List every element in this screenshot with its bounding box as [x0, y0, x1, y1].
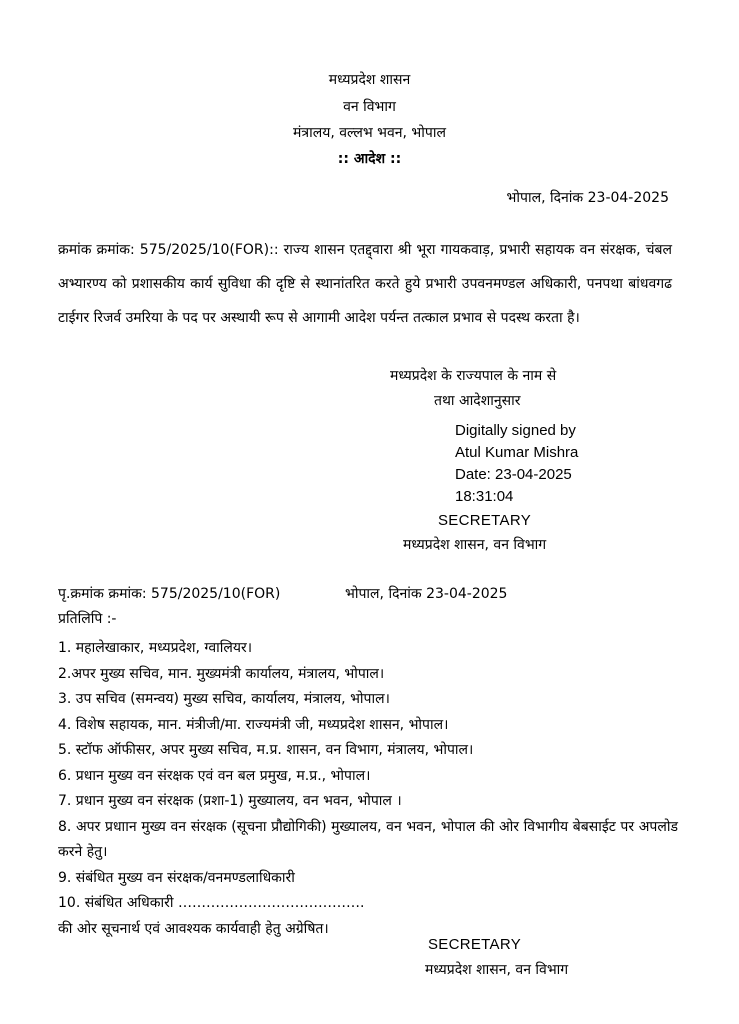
order-body: क्रमांक क्रमांक: 575/2025/10(FOR):: राज्य शासन एतद्द्वारा श्री भूरा गायकवाड़, प्रभारी सहायक वन संरक्षक, चंबल अभ्यारण्य को प्रशासकीय कार्य सुविधा की दृष्टि से स्थानांतरित करते हुये प्रभारी उपवनमण्डल अधिकारी, पनपथा बांधवगढ टाईगर रिजर्व उमरिया के पद पर अस्थायी रूप से आगामी आदेश पर्यन्त तत्काल प्रभाव से पदस्थ करता है। — [58, 242, 672, 326]
digital-signature — [455, 420, 578, 508]
signatory-title: SECRETARY — [438, 512, 532, 529]
list-item: 2.अपर मुख्य सचिव, मान. मुख्यमंत्री कार्यालय, मंत्रालय, भोपाल। — [58, 665, 385, 682]
list-item: 8. अपर प्रधाान मुख्य वन संरक्षक (सूचना प्रौद्योगिकी) मुख्यालय, वन भवन, भोपाल की ओर विभागीय बेबसाईट पर अपलोड करने हेतु। — [58, 818, 678, 860]
copy-label: प्रतिलिपि :- — [58, 611, 117, 627]
signatory-title-2: SECRETARY — [428, 936, 522, 953]
signatory-department-2: मध्यप्रदेश शासन, वन विभाग — [425, 962, 569, 978]
list-item: 5. स्टॉफ ऑफीसर, अपर मुख्य सचिव, म.प्र. शासन, वन विभाग, मंत्रालय, भोपाल। — [58, 742, 474, 758]
order-date: भोपाल, दिनांक 23-04-2025 — [506, 190, 669, 206]
authority-line-2: तथा आदेशानुसार — [434, 393, 521, 409]
endorsement-date: भोपाल, दिनांक 23-04-2025 — [345, 586, 508, 602]
list-item: 3. उप सचिव (समन्वय) मुख्य सचिव, कार्यालय, मंत्रालय, भोपाल। — [58, 691, 390, 707]
list-item: 1. महालेखाकार, मध्यप्रदेश, ग्वालियर। — [58, 640, 253, 656]
signatory-department: मध्यप्रदेश शासन, वन विभाग — [403, 537, 547, 553]
signature-line-4: 18:31:04 — [455, 488, 514, 505]
list-item: 7. प्रधान मुख्य वन संरक्षक (प्रशा-1) मुख्यालय, वन भवन, भोपाल । — [58, 793, 402, 809]
office-address: मंत्रालय, वल्लभ भवन, भोपाल — [293, 125, 446, 141]
list-item: 4. विशेष सहायक, मान. मंत्रीजी/मा. राज्यमंत्री जी, मध्यप्रदेश शासन, भोपाल। — [58, 716, 449, 733]
signature-line-1: Digitally signed by — [455, 422, 576, 439]
department-name: वन विभाग — [343, 99, 396, 115]
list-item: 10. संबंधित अधिकारी …………………………………. — [58, 895, 365, 911]
authority-line-1: मध्यप्रदेश के राज्यपाल के नाम से — [390, 368, 557, 384]
list-item: 9. संबंधित मुख्य वन संरक्षक/वनमण्डलाधिकारी — [58, 869, 295, 886]
order-title: :: आदेश :: — [337, 151, 402, 167]
government-name: मध्यप्रदेश शासन — [328, 72, 411, 88]
recipient-list — [58, 636, 678, 942]
endorsement-number: पृ.क्रमांक क्रमांक: 575/2025/10(FOR) — [58, 586, 281, 602]
list-item: 6. प्रधान मुख्य वन संरक्षक एवं वन बल प्रमुख, म.प्र., भोपाल। — [58, 767, 371, 784]
list-item: की ओर सूचनार्थ एवं आवश्यक कार्यवाही हेतु अग्रेषित। — [58, 920, 329, 937]
signature-line-3: Date: 23-04-2025 — [455, 466, 572, 483]
signature-line-2: Atul Kumar Mishra — [455, 444, 579, 461]
